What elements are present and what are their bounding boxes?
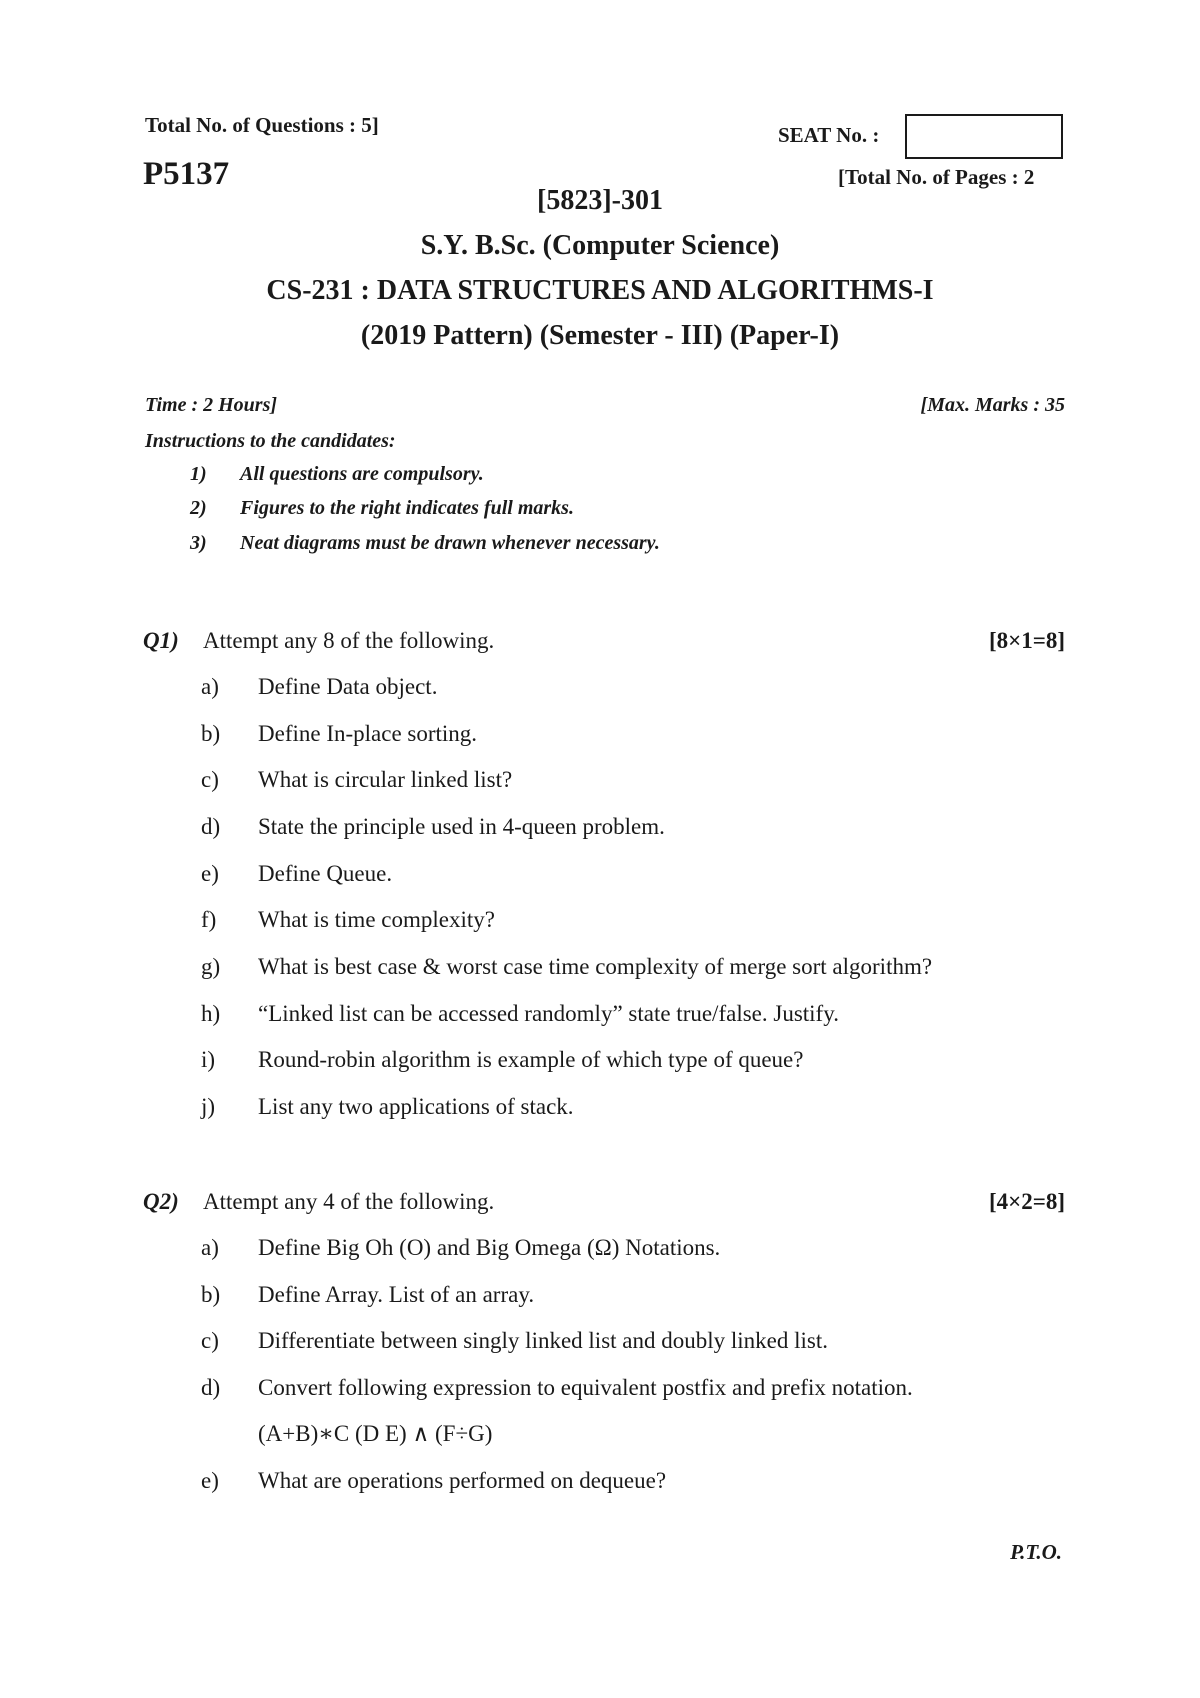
paper-code: P5137: [143, 156, 230, 192]
instruction-number: 1): [190, 463, 207, 485]
question-marks: [4×2=8]: [988, 1189, 1065, 1214]
instruction-text: Figures to the right indicates full marks.: [240, 497, 574, 519]
item-text: Define Queue.: [258, 861, 393, 886]
item-label: b): [201, 1282, 221, 1307]
item-label: e): [201, 861, 219, 886]
total-pages: [Total No. of Pages : 2: [838, 165, 1035, 189]
max-marks: [Max. Marks : 35: [920, 394, 1065, 416]
pto-note: P.T.O.: [1010, 1540, 1062, 1564]
item-text: What are operations performed on dequeue?: [258, 1468, 667, 1493]
question-text: Attempt any 4 of the following.: [203, 1189, 495, 1214]
item-label: d): [201, 1375, 221, 1400]
instruction-text: All questions are compulsory.: [240, 463, 484, 485]
item-label: e): [201, 1468, 219, 1493]
item-label: g): [201, 954, 221, 979]
course-title: S.Y. B.Sc. (Computer Science): [420, 230, 780, 261]
item-text: Define Big Oh (O) and Big Omega (Ω) Notations.: [258, 1235, 721, 1260]
item-text: What is circular linked list?: [258, 767, 513, 792]
item-label: i): [201, 1047, 216, 1072]
item-label: a): [201, 674, 219, 699]
item-label: c): [201, 767, 219, 792]
item-label: h): [201, 1001, 221, 1026]
item-label: c): [201, 1328, 219, 1353]
instructions-title: Instructions to the candidates:: [145, 430, 396, 452]
item-text: Define Array. List of an array.: [258, 1282, 535, 1307]
instruction-number: 3): [190, 532, 207, 554]
seat-number-box[interactable]: [905, 114, 1063, 159]
question-text: Attempt any 8 of the following.: [203, 628, 495, 653]
instruction-number: 2): [190, 497, 207, 519]
question-number: Q1): [143, 628, 179, 653]
item-text: Convert following expression to equivalent postfix and prefix notation.: [258, 1375, 913, 1400]
total-questions: Total No. of Questions : 5]: [145, 113, 379, 137]
item-text: What is best case & worst case time complexity of merge sort algorithm?: [258, 954, 933, 979]
item-text: Define In-place sorting.: [258, 721, 478, 746]
expression-text: (A+B)∗C (D E) ∧ (F÷G): [258, 1421, 493, 1446]
item-text: Round-robin algorithm is example of which type of queue?: [258, 1047, 804, 1072]
subject-title: CS-231 : DATA STRUCTURES AND ALGORITHMS-I: [266, 275, 934, 306]
item-label: d): [201, 814, 221, 839]
exam-time: Time : 2 Hours]: [145, 394, 278, 416]
item-label: b): [201, 721, 221, 746]
instruction-text: Neat diagrams must be drawn whenever necessary.: [240, 532, 660, 554]
exam-code: [5823]-301: [537, 185, 663, 216]
question-number: Q2): [143, 1189, 179, 1214]
item-text: State the principle used in 4-queen problem.: [258, 814, 665, 839]
item-label: f): [201, 907, 217, 932]
item-text: Differentiate between singly linked list and doubly linked list.: [258, 1328, 828, 1353]
item-text: List any two applications of stack.: [258, 1094, 574, 1119]
pattern-line: (2019 Pattern) (Semester - III) (Paper-I): [360, 320, 840, 351]
item-label: j): [201, 1094, 216, 1119]
item-text: “Linked list can be accessed randomly” state true/false. Justify.: [258, 1001, 839, 1026]
item-text: Define Data object.: [258, 674, 438, 699]
item-label: a): [201, 1235, 219, 1260]
question-marks: [8×1=8]: [988, 628, 1065, 653]
item-text: What is time complexity?: [258, 907, 495, 932]
seat-number-label: SEAT No. :: [778, 123, 880, 147]
